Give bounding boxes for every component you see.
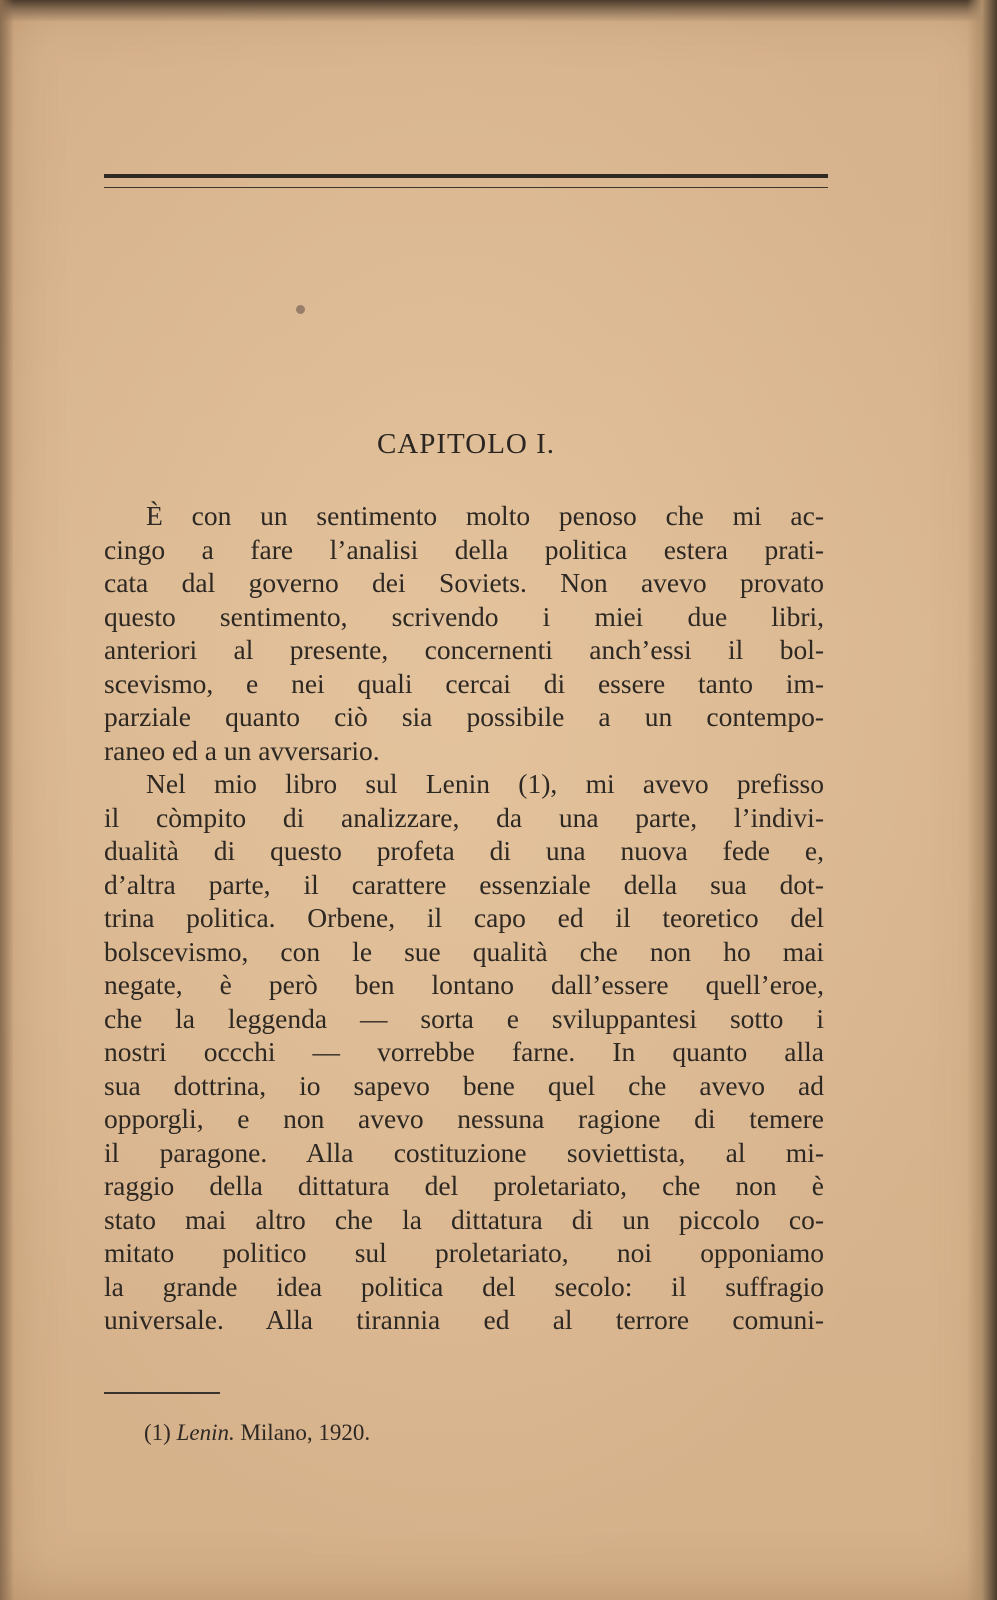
text-line: Nel mio libro sul Lenin (1), mi avevo prefisso (146, 768, 824, 799)
text-line: È con un sentimento molto penoso che mi ac- (146, 500, 824, 531)
chapter-title: CAPITOLO I. (376, 428, 556, 460)
footnote-title: Lenin. (176, 1420, 235, 1445)
text-line: scevismo, e nei quali cercai di essere tanto im- (104, 667, 824, 699)
text-line: universale. Alla tirannia ed al terrore comuni- (104, 1304, 824, 1335)
header-rule-thick (104, 174, 828, 178)
page-top-edge (0, 0, 997, 22)
body-text (104, 499, 824, 1337)
text-line: nostri occchi — vorrebbe farne. In quanto alla (104, 1036, 824, 1067)
text-line: trina politica. Orbene, il capo ed il teoretico del (104, 902, 824, 933)
page-left-edge (0, 0, 14, 1600)
text-line: sua dottrina, io sapevo bene quel che avevo ad (104, 1069, 824, 1101)
paper-speck (296, 305, 305, 314)
text-line: dualità di questo profeta di una nuova fede e, (104, 835, 824, 866)
text-line: parziale quanto ciò sia possibile a un contempo- (104, 701, 824, 732)
text-line: raggio della dittatura del proletariato, che non è (104, 1170, 824, 1201)
text-line: il còmpito di analizzare, da una parte, l’indivi- (104, 801, 824, 833)
text-line: mitato politico sul proletariato, noi opponiamo (104, 1237, 824, 1268)
text-line: bolscevismo, con le sue qualità che non ho mai (104, 935, 824, 967)
text-line: cingo a fare l’analisi della politica estera prati- (104, 533, 824, 565)
text-line: il paragone. Alla costituzione soviettista, al mi- (104, 1136, 824, 1168)
text-line: cata dal governo dei Soviets. Non avevo provato (104, 567, 824, 598)
text-line: la grande idea politica del secolo: il suffragio (104, 1270, 824, 1302)
text-line: stato mai altro che la dittatura di un piccolo co- (104, 1203, 824, 1235)
text-line: d’altra parte, il carattere essenziale della sua dot- (104, 868, 824, 900)
text-line: anteriori al presente, concernenti anch’essi il bol- (104, 634, 824, 665)
text-line: che la leggenda — sorta e sviluppantesi sotto i (104, 1002, 824, 1034)
text-line: raneo ed a un avversario. (104, 734, 380, 766)
text-line: negate, è però ben lontano dall’essere quell’eroe, (104, 969, 824, 1000)
footnote-marker: (1) (144, 1420, 171, 1445)
footnote (144, 1420, 370, 1446)
footnote-place-year: Milano, 1920. (240, 1420, 371, 1445)
text-line: questo sentimento, scrivendo i miei due libri, (104, 600, 824, 632)
text-line: opporgli, e non avevo nessuna ragione di temere (104, 1103, 824, 1134)
footnote-rule (104, 1392, 220, 1394)
header-rule-thin (104, 187, 828, 188)
page-right-edge (967, 0, 997, 1600)
